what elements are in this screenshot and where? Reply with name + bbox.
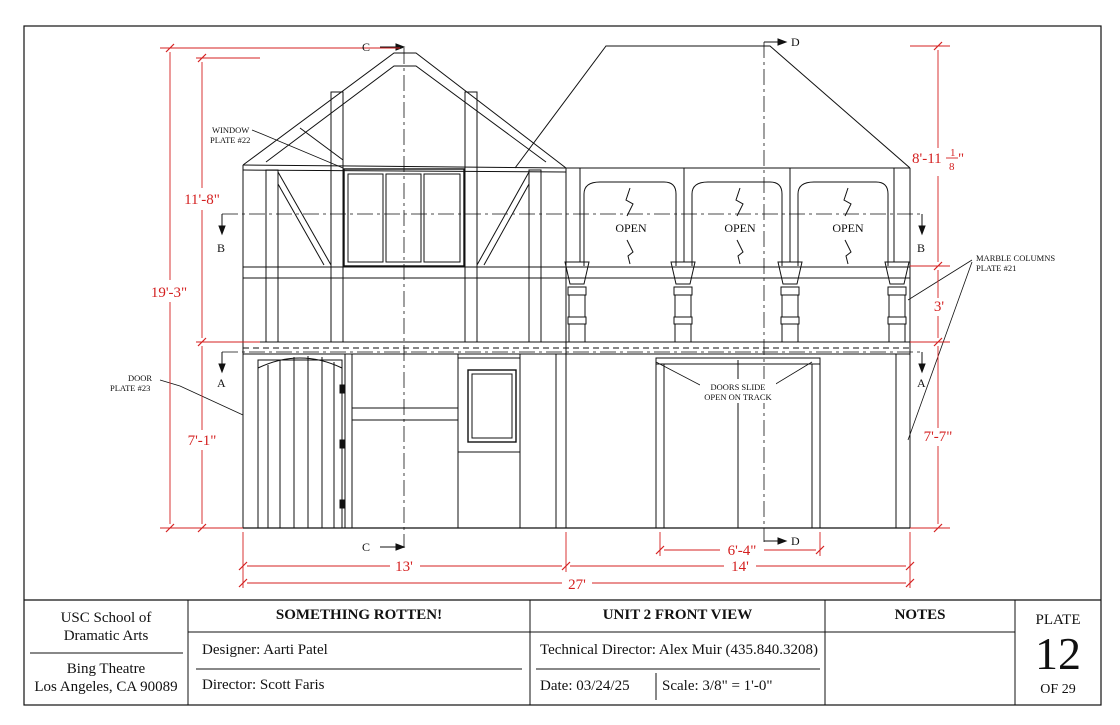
left-door xyxy=(258,360,342,528)
dim-width-left: 13' xyxy=(395,559,413,575)
open-label-2: OPEN xyxy=(724,221,756,235)
section-mark-a-right: A xyxy=(917,376,926,390)
dim-lower-right: 7'-7" xyxy=(923,429,953,445)
notes-heading: NOTES xyxy=(894,607,946,623)
callout-window-plate: PLATE #22 xyxy=(210,135,251,145)
dim-total-width: 27' xyxy=(568,577,586,593)
callout-columns-plate: PLATE #21 xyxy=(976,263,1017,273)
view-title: UNIT 2 FRONT VIEW xyxy=(602,607,753,623)
front-elevation xyxy=(243,46,910,528)
dim-upper-left: 11'-8" xyxy=(184,192,220,208)
callout-window: WINDOW xyxy=(212,125,250,135)
left-gable-roof xyxy=(243,53,566,168)
dim-upper-right-num: 1 xyxy=(950,147,956,159)
callout-columns: MARBLE COLUMNS xyxy=(976,253,1056,263)
dim-total-height: 19'-3" xyxy=(150,285,188,301)
school-line-1: USC School of xyxy=(60,610,152,626)
technical-director: Technical Director: Alex Muir (435.840.3208) xyxy=(540,642,819,658)
sheet-border xyxy=(24,26,1101,705)
dim-upper-right-den: 8 xyxy=(949,161,955,173)
section-mark-b-right: B xyxy=(917,241,926,255)
designer: Designer: Aarti Patel xyxy=(202,642,328,658)
school-name xyxy=(24,609,188,645)
venue-line-1: Bing Theatre xyxy=(66,661,146,677)
section-mark-a-left: A xyxy=(217,376,226,390)
plate-number: 12 xyxy=(1035,628,1081,679)
director: Director: Scott Faris xyxy=(202,677,325,693)
callout-door-plate: PLATE #23 xyxy=(110,383,151,393)
plate-label: PLATE xyxy=(1035,612,1081,628)
venue xyxy=(24,660,188,696)
dimension-ticks xyxy=(166,42,942,587)
dim-upper-right: 8'-11 xyxy=(912,151,942,167)
section-mark-b-left: B xyxy=(217,241,226,255)
open-label-3: OPEN xyxy=(832,221,864,235)
callout-doors-track: OPEN ON TRACK xyxy=(704,392,772,402)
dim-door-width: 6'-4" xyxy=(727,543,757,559)
plate-total: OF 29 xyxy=(1040,682,1076,697)
lower-window xyxy=(468,370,516,442)
section-mark-d-top: D xyxy=(791,35,800,49)
date: Date: 03/24/25 xyxy=(540,678,630,694)
venue-line-2: Los Angeles, CA 90089 xyxy=(34,679,178,695)
section-mark-d-bottom: D xyxy=(791,534,800,548)
dim-column-height: 3' xyxy=(933,299,945,315)
dim-width-right: 14' xyxy=(731,559,749,575)
right-hip-roof xyxy=(515,46,910,168)
callout-doors-slide: DOORS SLIDE xyxy=(710,382,766,392)
school-line-2: Dramatic Arts xyxy=(63,628,149,644)
open-label-1: OPEN xyxy=(615,221,647,235)
scale: Scale: 3/8" = 1'-0" xyxy=(662,678,773,694)
section-mark-c-bottom: C xyxy=(362,540,371,554)
show-title: SOMETHING ROTTEN! xyxy=(275,607,443,623)
dim-lower-left: 7'-1" xyxy=(187,433,217,449)
marble-columns xyxy=(565,262,909,342)
callout-door: DOOR xyxy=(128,373,153,383)
section-mark-c-top: C xyxy=(362,40,371,54)
dim-upper-right-inch: " xyxy=(958,151,965,167)
